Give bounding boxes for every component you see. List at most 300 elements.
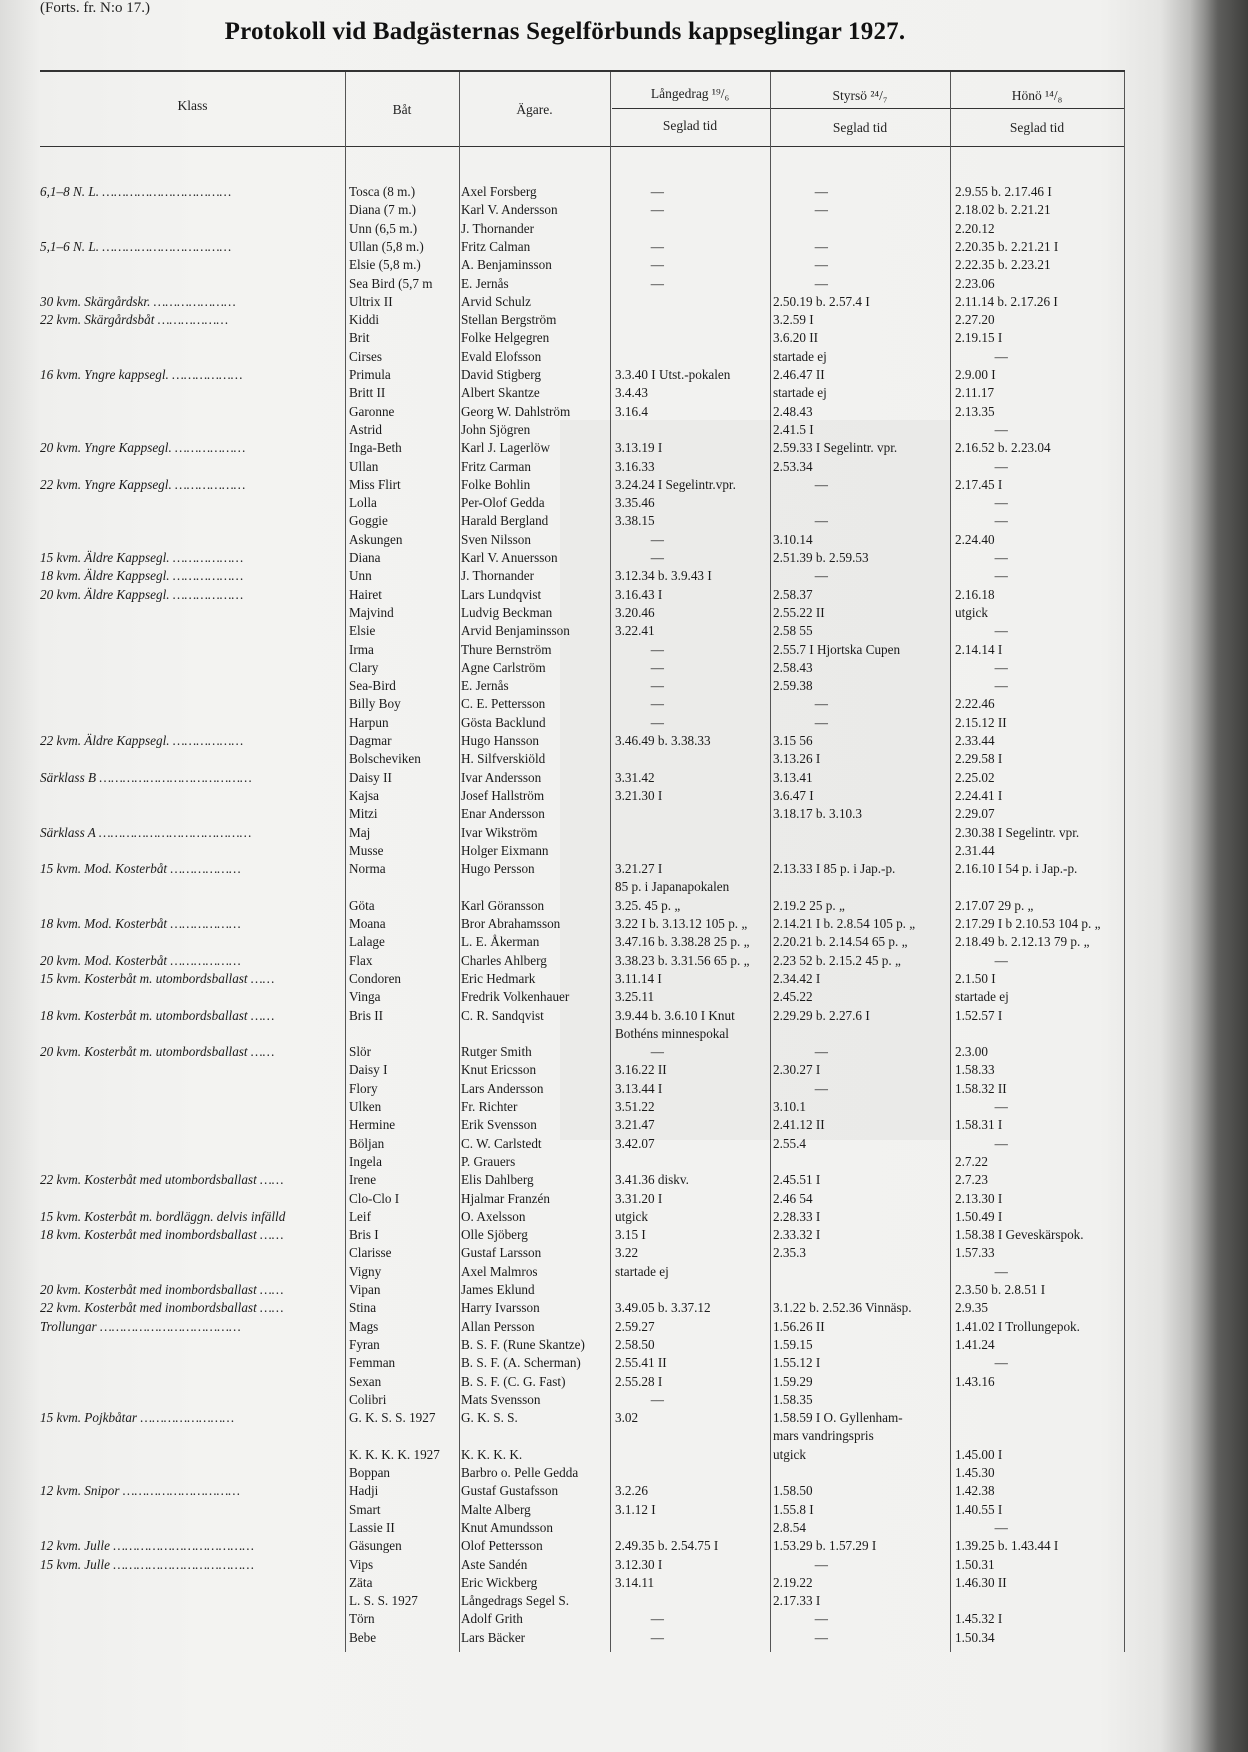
styrso-cell: — bbox=[814, 696, 828, 712]
agare-cell: Lars Bäcker bbox=[461, 1629, 526, 1645]
bat-cell: Ulken bbox=[349, 1099, 382, 1114]
langedrag-cell: — bbox=[650, 1391, 664, 1407]
langedrag-cell: 3.22 I b. 3.13.12 105 p. „ bbox=[615, 916, 748, 931]
hono-cell: — bbox=[994, 458, 1008, 474]
agare-cell: Hugo Persson bbox=[461, 861, 535, 877]
bat-cell: Harpun bbox=[349, 714, 389, 730]
agare-cell: Olof Pettersson bbox=[461, 1538, 543, 1554]
hono-cell: 2.11.14 b. 2.17.26 I bbox=[955, 293, 1058, 309]
bat-cell: Mags bbox=[349, 1318, 379, 1334]
langedrag-cell: 3.20.46 bbox=[615, 604, 655, 620]
bat-cell: Bris I bbox=[349, 1227, 379, 1243]
styrso-cell: 2.55.22 II bbox=[773, 604, 825, 620]
styrso-cell: 2.55.7 I Hjortska Cupen bbox=[773, 641, 901, 657]
langedrag-cell: startade ej bbox=[615, 1263, 669, 1279]
agare-cell: B. S. F. (A. Scherman) bbox=[461, 1355, 581, 1371]
langedrag-cell: 3.15 I bbox=[615, 1227, 646, 1243]
agare-cell: Fritz Calman bbox=[461, 238, 531, 254]
agare-cell: Hjalmar Franzén bbox=[461, 1190, 550, 1206]
bat-cell: Vigny bbox=[349, 1263, 382, 1279]
styrso-cell: 2.51.39 b. 2.59.53 bbox=[773, 550, 869, 565]
langedrag-cell: 3.13.19 I bbox=[615, 440, 663, 456]
klass-cell: 15 kvm. Pojkbåtar …………………… bbox=[40, 1410, 235, 1426]
page-title: Protokoll vid Badgästernas Segelförbunds kappseglingar 1927. bbox=[224, 18, 906, 45]
hono-cell: — bbox=[994, 421, 1008, 437]
agare-cell: B. S. F. (Rune Skantze) bbox=[461, 1336, 585, 1352]
agare-cell: Karl V. Andersson bbox=[461, 202, 558, 218]
bat-cell: Irene bbox=[349, 1172, 377, 1188]
styrso-cell: 2.55.4 bbox=[773, 1135, 806, 1151]
column-rule-agare bbox=[459, 72, 460, 1652]
agare-cell: J. Thornander bbox=[461, 220, 535, 236]
klass-cell: Särklass B ………………………………… bbox=[40, 769, 252, 785]
langedrag-cell: 3.02 bbox=[615, 1410, 639, 1426]
styrso-cell: 3.18.17 b. 3.10.3 bbox=[773, 806, 863, 822]
hono-cell: 1.58.33 bbox=[955, 1062, 995, 1078]
hono-cell: startade ej bbox=[955, 989, 1009, 1005]
hono-cell: 2.30.38 I Segelintr. vpr. bbox=[955, 824, 1080, 840]
styrso-cell: 1.59.15 bbox=[773, 1336, 813, 1352]
bat-cell: Bebe bbox=[349, 1629, 377, 1645]
hono-cell: — bbox=[994, 1519, 1008, 1535]
agare-cell: H. Silfverskiöld bbox=[461, 751, 546, 767]
hono-cell: 2.1.50 I bbox=[955, 970, 996, 986]
langedrag-cell: 3.25. 45 p. „ bbox=[615, 897, 681, 913]
langedrag-cell: 3.12.34 b. 3.9.43 I bbox=[615, 568, 712, 584]
styrso-cell: 1.56.26 II bbox=[773, 1318, 825, 1334]
bat-cell: Ultrix II bbox=[349, 293, 393, 309]
langedrag-cell: 3.21.47 bbox=[615, 1117, 655, 1133]
styrso-cell: 1.53.29 b. 1.57.29 I bbox=[773, 1538, 877, 1554]
agare-cell: Stellan Bergström bbox=[461, 312, 557, 328]
hono-cell: — bbox=[994, 952, 1008, 968]
header-styrso-seglad-tid: Seglad tid bbox=[832, 120, 888, 135]
hono-cell: 2.3.50 b. 2.8.51 I bbox=[955, 1282, 1046, 1297]
hono-cell: — bbox=[994, 1355, 1008, 1371]
agare-cell: K. K. K. K. bbox=[461, 1446, 523, 1462]
langedrag-cell: 3.21.27 I bbox=[615, 861, 663, 877]
agare-cell: Charles Ahlberg bbox=[461, 952, 547, 968]
styrso-cell: — bbox=[814, 568, 828, 584]
styrso-cell: 2.35.3 bbox=[773, 1245, 806, 1261]
styrso-cell: 1.55.12 I bbox=[773, 1355, 821, 1371]
langedrag-subrule bbox=[612, 108, 1125, 109]
header-klass: Klass bbox=[177, 98, 208, 113]
styrso-cell: 1.58.35 bbox=[773, 1391, 813, 1407]
klass-cell: Trollungar ……………………………… bbox=[40, 1318, 241, 1334]
hono-cell: 2.9.35 bbox=[955, 1300, 988, 1316]
bat-cell: Hadji bbox=[349, 1483, 379, 1499]
bat-cell: Flax bbox=[349, 952, 373, 968]
agare-cell: Adolf Grith bbox=[461, 1611, 523, 1627]
agare-cell: Olle Sjöberg bbox=[461, 1227, 528, 1243]
agare-cell: James Eklund bbox=[461, 1282, 535, 1297]
klass-cell: 15 kvm. Kosterbåt m. bordläggn. delvis infälld bbox=[40, 1208, 286, 1224]
agare-cell: John Sjögren bbox=[461, 421, 531, 437]
agare-cell: L. E. Åkerman bbox=[461, 934, 540, 950]
agare-cell: C. R. Sandqvist bbox=[461, 1007, 544, 1023]
klass-cell: 20 kvm. Kosterbåt m. utombordsballast …… bbox=[40, 1044, 275, 1060]
styrso-cell: 3.13.26 I bbox=[773, 751, 821, 767]
bat-cell: Bolscheviken bbox=[349, 751, 421, 767]
hono-cell: 2.7.22 bbox=[955, 1153, 988, 1169]
langedrag-cell: 3.16.4 bbox=[615, 403, 648, 419]
langedrag-cell: 3.16.33 bbox=[615, 458, 655, 474]
agare-cell: Gösta Backlund bbox=[461, 714, 546, 730]
langedrag-cell: 3.31.42 bbox=[615, 769, 655, 785]
bat-cell: Majvind bbox=[349, 604, 394, 620]
hono-cell: 2.33.44 bbox=[955, 733, 995, 748]
klass-cell: 22 kvm. Kosterbåt med inombordsballast …… bbox=[40, 1300, 284, 1316]
hono-cell: — bbox=[994, 550, 1008, 565]
hono-cell: 2.22.35 b. 2.23.21 bbox=[955, 257, 1051, 273]
styrso-cell: 3.6.20 II bbox=[773, 330, 819, 346]
langedrag-cell: 3.11.14 I bbox=[615, 970, 662, 986]
styrso-cell: 2.59.38 bbox=[773, 678, 813, 694]
langedrag-cell: 3.12.30 I bbox=[615, 1556, 663, 1572]
styrso-cell: 2.41.5 I bbox=[773, 421, 814, 437]
langedrag-cell: — bbox=[650, 714, 664, 730]
styrso-cell: 2.8.54 bbox=[773, 1519, 806, 1535]
bat-cell: Askungen bbox=[349, 531, 403, 547]
hono-cell: 1.58.31 I bbox=[955, 1117, 1003, 1133]
styrso-cell: mars vandringspris bbox=[773, 1428, 874, 1444]
agare-cell: Holger Eixmann bbox=[461, 842, 549, 858]
header-langedrag-seglad-tid: Seglad tid bbox=[662, 118, 718, 133]
hono-cell: 1.58.32 II bbox=[955, 1080, 1007, 1096]
klass-cell: 15 kvm. Julle ……………………………… bbox=[40, 1556, 254, 1572]
styrso-cell: 2.41.12 II bbox=[773, 1117, 825, 1133]
hono-cell: 2.25.02 bbox=[955, 769, 995, 785]
agare-cell: Evald Elofsson bbox=[461, 348, 542, 364]
bat-cell: Primula bbox=[349, 367, 391, 382]
styrso-cell: — bbox=[814, 238, 828, 254]
styrso-cell: — bbox=[814, 1556, 828, 1572]
bat-cell: Kiddi bbox=[349, 312, 380, 328]
hono-cell: — bbox=[994, 513, 1008, 529]
langedrag-cell: 3.38.15 bbox=[615, 513, 655, 529]
agare-cell: Gustaf Gustafsson bbox=[461, 1483, 559, 1499]
styrso-cell: 3.15 56 bbox=[773, 733, 813, 748]
langedrag-cell: 3.46.49 b. 3.38.33 bbox=[615, 733, 711, 748]
styrso-cell: 2.50.19 b. 2.57.4 I bbox=[773, 293, 870, 309]
agare-cell: Agne Carlström bbox=[461, 659, 546, 675]
agare-cell: Fritz Carman bbox=[461, 458, 531, 474]
bat-cell: Kajsa bbox=[349, 787, 380, 803]
langedrag-cell: — bbox=[650, 696, 664, 712]
klass-cell: 22 kvm. Kosterbåt med utombordsballast …… bbox=[40, 1172, 284, 1188]
styrso-cell: 2.58.37 bbox=[773, 586, 813, 602]
header-bat: Båt bbox=[392, 102, 412, 117]
styrso-cell: 2.19.2 25 p. „ bbox=[773, 897, 845, 913]
langedrag-cell: 3.9.44 b. 3.6.10 I Knut bbox=[615, 1007, 735, 1023]
bat-cell: Lolla bbox=[349, 495, 377, 511]
styrso-cell: 2.58 55 bbox=[773, 623, 813, 639]
column-rule-styrso bbox=[770, 72, 771, 1652]
klass-cell: 15 kvm. Mod. Kosterbåt ……………… bbox=[40, 861, 241, 877]
agare-cell: Erik Svensson bbox=[461, 1117, 537, 1133]
bat-cell: Vipan bbox=[349, 1282, 381, 1297]
bat-cell: Diana bbox=[349, 550, 381, 565]
klass-cell: 18 kvm. Kosterbåt m. utombordsballast …… bbox=[40, 1007, 275, 1023]
bat-cell: Boppan bbox=[349, 1465, 391, 1480]
hono-cell: 2.19.15 I bbox=[955, 330, 1003, 346]
langedrag-cell: 3.16.43 I bbox=[615, 586, 663, 602]
bat-cell: Vips bbox=[349, 1556, 374, 1572]
column-rule-hono bbox=[950, 72, 951, 1652]
agare-cell: J. Thornander bbox=[461, 568, 535, 584]
styrso-cell: 2.17.33 I bbox=[773, 1593, 821, 1609]
agare-cell: A. Benjaminsson bbox=[461, 257, 552, 273]
langedrag-cell: 2.59.27 bbox=[615, 1318, 655, 1334]
bat-cell: Stina bbox=[349, 1300, 377, 1316]
styrso-cell: 2.13.33 I 85 p. i Jap.-p. bbox=[773, 861, 896, 877]
langedrag-cell: 2.55.28 I bbox=[615, 1373, 663, 1389]
bat-cell: Flory bbox=[349, 1080, 378, 1096]
styrso-cell: 2.14.21 I b. 2.8.54 105 p. „ bbox=[773, 916, 916, 931]
langedrag-cell: 3.42.07 bbox=[615, 1135, 655, 1151]
agare-cell: Långedrags Segel S. bbox=[461, 1593, 570, 1609]
hono-cell: 1.57.33 bbox=[955, 1245, 995, 1261]
langedrag-cell: 3.22.41 bbox=[615, 623, 655, 639]
styrso-cell: — bbox=[814, 202, 828, 218]
agare-cell: Gustaf Larsson bbox=[461, 1245, 542, 1261]
styrso-cell: 2.28.33 I bbox=[773, 1208, 821, 1224]
agare-cell: Harry Ivarsson bbox=[461, 1300, 540, 1316]
styrso-cell: 2.34.42 I bbox=[773, 970, 821, 986]
bat-cell: Hermine bbox=[349, 1117, 396, 1133]
hono-cell: 1.58.38 I Geveskärspok. bbox=[955, 1227, 1084, 1243]
bat-cell: Ullan bbox=[349, 458, 379, 474]
styrso-cell: startade ej bbox=[773, 348, 827, 364]
hono-cell: 2.16.10 I 54 p. i Jap.-p. bbox=[955, 861, 1078, 877]
hono-cell: 1.41.02 I Trollungepok. bbox=[955, 1318, 1080, 1334]
agare-cell: Eric Wickberg bbox=[461, 1574, 538, 1590]
styrso-cell: — bbox=[814, 1611, 828, 1627]
langedrag-cell: — bbox=[650, 184, 664, 199]
styrso-cell: 2.33.32 I bbox=[773, 1227, 821, 1243]
continuation-note: (Forts. fr. N:o 17.) bbox=[40, 0, 150, 16]
bat-cell: Garonne bbox=[349, 403, 395, 419]
bat-cell: Elsie bbox=[349, 623, 376, 639]
langedrag-cell: — bbox=[650, 550, 664, 565]
langedrag-cell: 3.16.22 II bbox=[615, 1062, 667, 1078]
bat-cell: Daisy II bbox=[349, 769, 392, 785]
langedrag-cell: 2.49.35 b. 2.54.75 I bbox=[615, 1538, 719, 1554]
langedrag-cell: 3.25.11 bbox=[615, 989, 655, 1005]
bat-cell: Condoren bbox=[349, 970, 402, 986]
agare-cell: Folke Helgegren bbox=[461, 330, 550, 346]
styrso-cell: 1.55.8 I bbox=[773, 1501, 814, 1517]
bat-cell: Sea Bird (5,7 m bbox=[349, 275, 433, 291]
langedrag-cell: — bbox=[650, 275, 664, 291]
bat-cell: K. K. K. K. 1927 bbox=[349, 1446, 440, 1462]
styrso-cell: — bbox=[814, 1629, 828, 1645]
langedrag-cell: 3.51.22 bbox=[615, 1099, 655, 1114]
styrso-cell: 2.30.27 I bbox=[773, 1062, 821, 1078]
bat-cell: Norma bbox=[349, 861, 386, 877]
agare-cell: Ivar Wikström bbox=[461, 824, 538, 840]
agare-cell: Eric Hedmark bbox=[461, 970, 536, 986]
agare-cell: Sven Nilsson bbox=[461, 531, 531, 547]
klass-cell: 6,1–8 N. L. …………………………… bbox=[40, 184, 232, 199]
agare-cell: Malte Alberg bbox=[461, 1501, 531, 1517]
klass-cell: 20 kvm. Mod. Kosterbåt ……………… bbox=[40, 952, 241, 968]
bat-cell: Diana (7 m.) bbox=[349, 202, 417, 218]
header-styrso: Styrsö ²⁴/₇ bbox=[832, 88, 888, 103]
langedrag-cell: 3.3.40 I Utst.-pokalen bbox=[615, 367, 731, 382]
hono-cell: 1.39.25 b. 1.43.44 I bbox=[955, 1538, 1059, 1554]
header-bottom-rule bbox=[40, 146, 1125, 147]
bat-cell: Unn (6,5 m.) bbox=[349, 220, 418, 236]
langedrag-cell: — bbox=[650, 1044, 664, 1060]
bat-cell: Tosca (8 m.) bbox=[349, 184, 416, 199]
langedrag-cell: 3.41.36 diskv. bbox=[615, 1172, 689, 1188]
hono-cell: 2.29.07 bbox=[955, 806, 995, 822]
hono-cell: 1.50.31 bbox=[955, 1556, 995, 1572]
klass-cell: 15 kvm. Kosterbåt m. utombordsballast …… bbox=[40, 970, 275, 986]
bat-cell: Dagmar bbox=[349, 733, 392, 748]
hono-cell: utgick bbox=[955, 604, 988, 620]
hono-cell: 2.24.40 bbox=[955, 531, 995, 547]
styrso-cell: — bbox=[814, 1080, 828, 1096]
bat-cell: Leif bbox=[349, 1208, 371, 1224]
bat-cell: Sexan bbox=[349, 1373, 382, 1389]
agare-cell: Arvid Benjaminsson bbox=[461, 623, 570, 639]
hono-cell: 2.18.49 b. 2.12.13 79 p. „ bbox=[955, 934, 1090, 950]
langedrag-cell: — bbox=[650, 202, 664, 218]
agare-cell: Albert Skantze bbox=[461, 385, 540, 401]
agare-cell: Georg W. Dahlström bbox=[461, 403, 571, 419]
styrso-cell: 1.58.59 I O. Gyllenham- bbox=[773, 1410, 903, 1426]
bat-cell: Bris II bbox=[349, 1007, 384, 1023]
hono-cell: 2.3.00 bbox=[955, 1044, 988, 1060]
langedrag-cell: — bbox=[650, 641, 664, 657]
hono-cell: — bbox=[994, 1135, 1008, 1151]
bat-cell: Clary bbox=[349, 659, 379, 675]
klass-cell: 18 kvm. Äldre Kappsegl. ……………… bbox=[40, 568, 244, 584]
bat-cell: Colibri bbox=[349, 1391, 387, 1407]
bat-cell: Vinga bbox=[349, 989, 381, 1005]
bat-cell: Gäsungen bbox=[349, 1538, 402, 1554]
langedrag-cell: — bbox=[650, 531, 664, 547]
klass-cell: 12 kvm. Julle ……………………………… bbox=[40, 1538, 254, 1554]
hono-cell: — bbox=[994, 348, 1008, 364]
bat-cell: Törn bbox=[349, 1611, 375, 1627]
bat-cell: Zäta bbox=[349, 1574, 373, 1590]
bat-cell: Ingela bbox=[349, 1153, 382, 1169]
agare-cell: Thure Bernström bbox=[461, 641, 552, 657]
styrso-cell: — bbox=[814, 275, 828, 291]
hono-cell: 2.17.45 I bbox=[955, 476, 1003, 492]
klass-cell: 15 kvm. Äldre Kappsegl. ……………… bbox=[40, 550, 244, 565]
hono-cell: 2.16.18 bbox=[955, 586, 995, 602]
hono-cell: 2.13.35 bbox=[955, 403, 995, 419]
klass-cell: Särklass A ………………………………… bbox=[40, 824, 252, 840]
agare-cell: Fr. Richter bbox=[461, 1099, 518, 1114]
hono-cell: 2.17.29 I b 2.10.53 104 p. „ bbox=[955, 916, 1101, 931]
agare-cell: G. K. S. S. bbox=[461, 1410, 518, 1426]
agare-cell: C. W. Carlstedt bbox=[461, 1135, 542, 1151]
bat-cell: Sea-Bird bbox=[349, 678, 396, 694]
styrso-cell: 2.59.33 I Segelintr. vpr. bbox=[773, 440, 898, 456]
hono-cell: 1.45.00 I bbox=[955, 1446, 1003, 1462]
hono-cell: — bbox=[994, 568, 1008, 584]
agare-cell: David Stigberg bbox=[461, 367, 541, 382]
table-top-rule bbox=[40, 70, 1125, 72]
bat-cell: Goggie bbox=[349, 513, 388, 529]
langedrag-cell: 3.4.43 bbox=[615, 385, 648, 401]
styrso-cell: 2.46 54 bbox=[773, 1190, 813, 1206]
bat-cell: Astrid bbox=[349, 421, 382, 437]
agare-cell: E. Jernås bbox=[461, 275, 509, 291]
bat-cell: Inga-Beth bbox=[349, 440, 402, 456]
hono-cell: 2.11.17 bbox=[955, 385, 995, 401]
header-agare: Ägare. bbox=[516, 102, 553, 117]
hono-cell: 1.41.24 bbox=[955, 1336, 995, 1352]
agare-cell: Ivar Andersson bbox=[461, 769, 542, 785]
bat-cell: Brit bbox=[349, 330, 370, 346]
styrso-cell: 2.23 52 b. 2.15.2 45 p. „ bbox=[773, 952, 901, 968]
hono-cell: 2.17.07 29 p. „ bbox=[955, 897, 1034, 913]
styrso-cell: — bbox=[814, 714, 828, 730]
langedrag-cell: 3.31.20 I bbox=[615, 1190, 663, 1206]
hono-cell: 1.52.57 I bbox=[955, 1007, 1003, 1023]
hono-cell: 2.24.41 I bbox=[955, 787, 1003, 803]
hono-cell: 2.9.00 I bbox=[955, 367, 996, 382]
bat-cell: Lassie II bbox=[349, 1519, 395, 1535]
styrso-cell: 2.58.43 bbox=[773, 659, 813, 675]
hono-cell: — bbox=[994, 1263, 1008, 1279]
hono-cell: 1.46.30 II bbox=[955, 1574, 1007, 1590]
bat-cell: Hairet bbox=[349, 586, 382, 602]
agare-cell: P. Grauers bbox=[461, 1153, 516, 1169]
agare-cell: Rutger Smith bbox=[461, 1044, 532, 1060]
styrso-cell: 3.2.59 I bbox=[773, 312, 814, 328]
agare-cell: Mats Svensson bbox=[461, 1391, 541, 1407]
styrso-cell: — bbox=[814, 184, 828, 199]
bat-cell: L. S. S. 1927 bbox=[349, 1593, 418, 1609]
agare-cell: C. E. Pettersson bbox=[461, 696, 546, 712]
hono-cell: 2.29.58 I bbox=[955, 751, 1003, 767]
agare-cell: Karl V. Anuersson bbox=[461, 550, 558, 565]
langedrag-cell: 2.58.50 bbox=[615, 1336, 655, 1352]
styrso-cell: 1.59.29 bbox=[773, 1373, 813, 1389]
hono-cell: 2.22.46 bbox=[955, 696, 995, 712]
bat-cell: Fyran bbox=[349, 1336, 380, 1352]
langedrag-cell: 3.35.46 bbox=[615, 495, 655, 511]
bat-cell: Clarisse bbox=[349, 1245, 392, 1261]
bat-cell: Mitzi bbox=[349, 806, 378, 822]
agare-cell: B. S. F. (C. G. Fast) bbox=[461, 1373, 566, 1389]
styrso-cell: 2.45.51 I bbox=[773, 1172, 821, 1188]
klass-cell: 30 kvm. Skärgårdskr. ………………… bbox=[40, 293, 236, 309]
styrso-cell: — bbox=[814, 257, 828, 273]
agare-cell: Knut Amundsson bbox=[461, 1519, 553, 1535]
bat-cell: Elsie (5,8 m.) bbox=[349, 257, 421, 273]
styrso-cell: 3.1.22 b. 2.52.36 Vinnäsp. bbox=[773, 1300, 912, 1316]
styrso-cell: 2.20.21 b. 2.14.54 65 p. „ bbox=[773, 934, 908, 950]
klass-cell: 16 kvm. Yngre kappsegl. ……………… bbox=[40, 367, 243, 382]
klass-cell: 20 kvm. Äldre Kappsegl. ……………… bbox=[40, 586, 244, 602]
hono-cell: 2.16.52 b. 2.23.04 bbox=[955, 440, 1051, 456]
bat-cell: Britt II bbox=[349, 385, 386, 401]
styrso-cell: startade ej bbox=[773, 385, 827, 401]
hono-cell: 2.20.12 bbox=[955, 220, 995, 236]
langedrag-cell: 3.13.44 I bbox=[615, 1080, 663, 1096]
langedrag-cell: 3.22 bbox=[615, 1245, 639, 1261]
hono-cell: — bbox=[994, 495, 1008, 511]
